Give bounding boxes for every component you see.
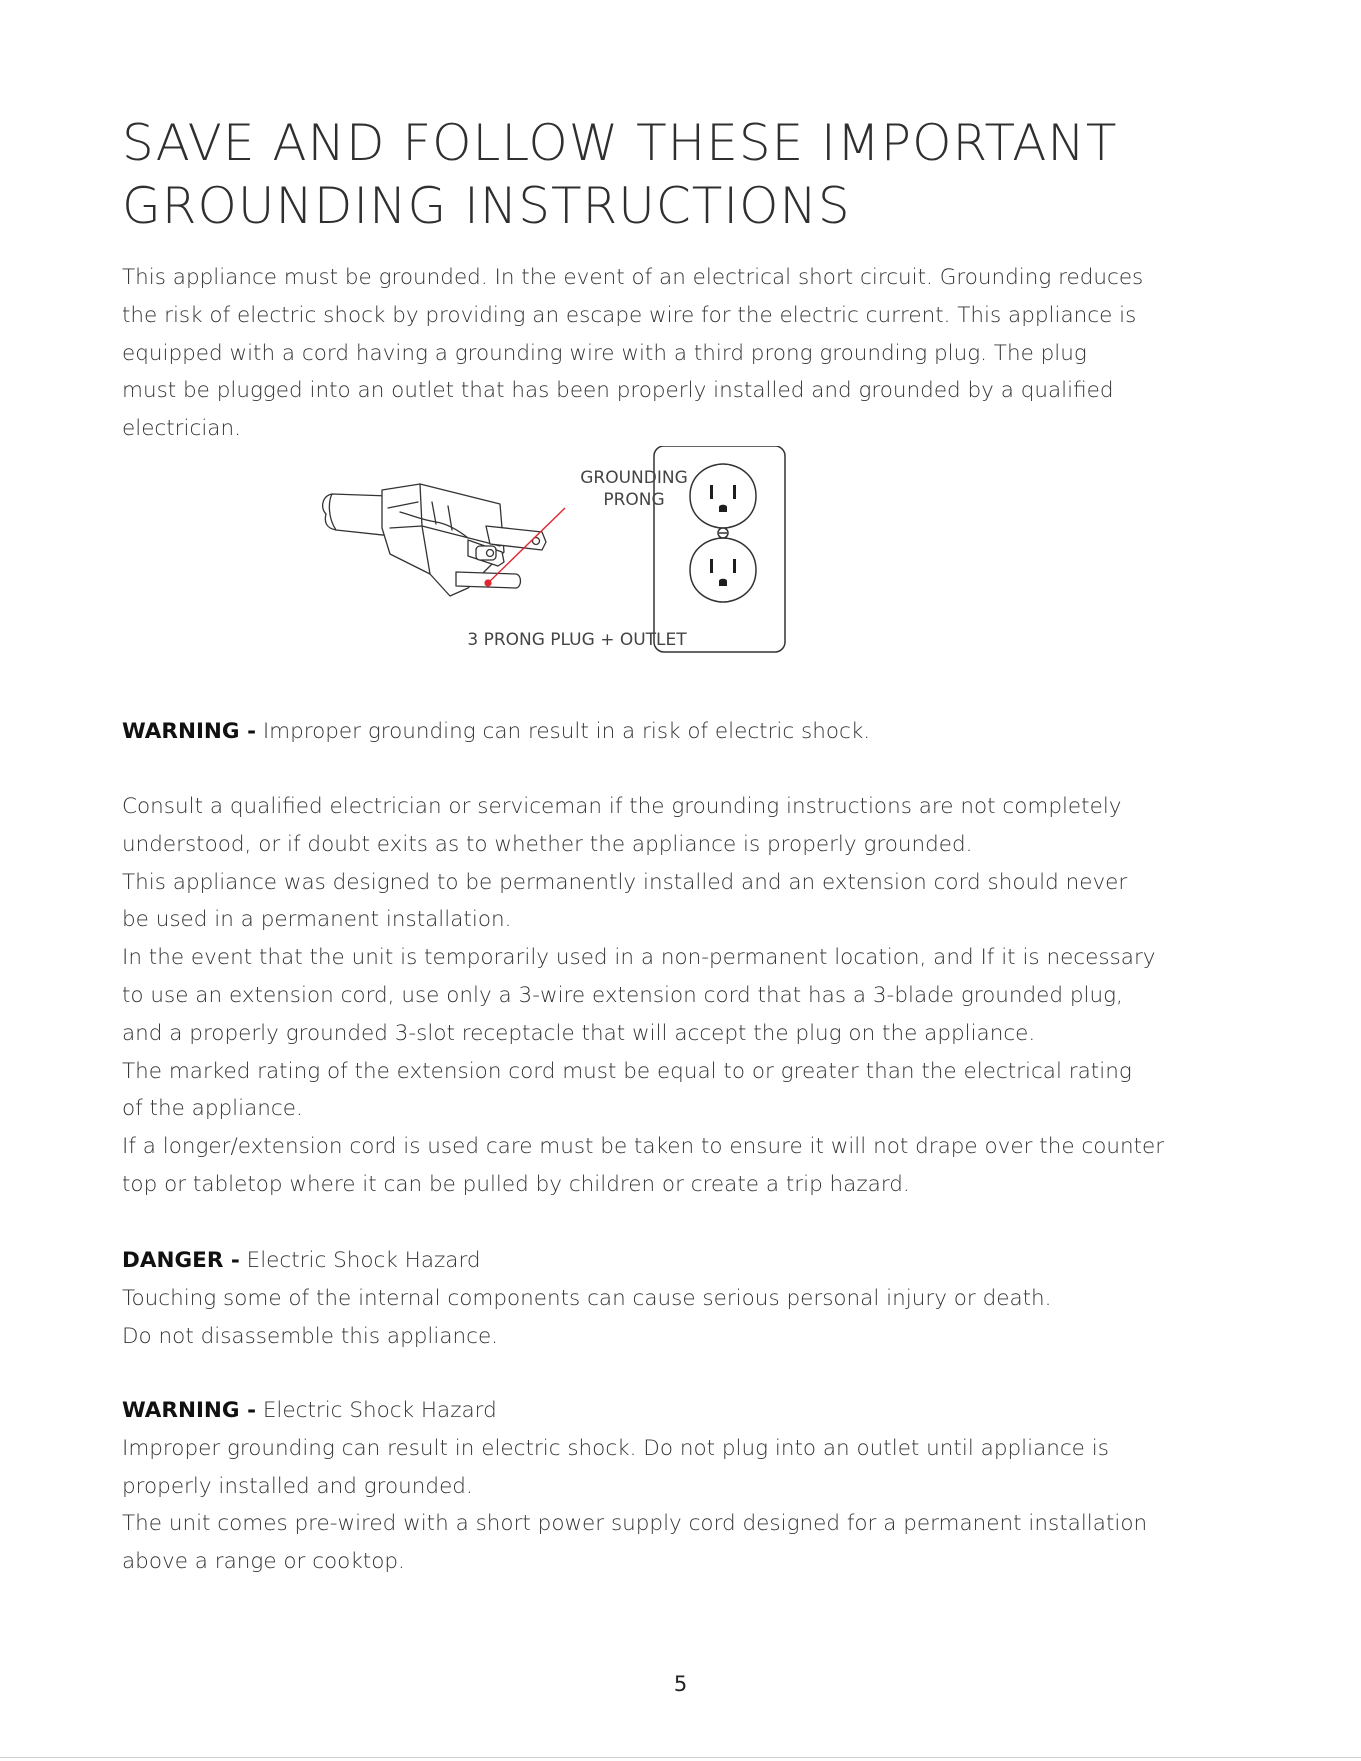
danger-keyword: DANGER -	[122, 1248, 240, 1273]
consult-line: top or tabletop where it can be pulled by children or create a trip hazard.	[122, 1171, 910, 1197]
consult-paragraph	[122, 788, 1272, 1204]
consult-line: and a properly grounded 3-slot receptacle that will accept the plug on the appliance.	[122, 1020, 1036, 1046]
warning-line: The unit comes pre-wired with a short power supply cord designed for a permanent installation	[122, 1511, 1148, 1537]
warning-keyword: WARNING -	[122, 719, 256, 744]
grounding-label-line-1: GROUNDING	[580, 468, 688, 488]
danger-line: Do not disassemble this appliance.	[122, 1323, 499, 1349]
consult-line: This appliance was designed to be permanently installed and an extension cord should never	[122, 869, 1128, 895]
warning-heading	[122, 713, 1272, 751]
grounding-prong-label	[558, 467, 710, 511]
intro-line: must be plugged into an outlet that has been properly installed and grounded by a qualified	[122, 378, 1114, 404]
consult-line: In the event that the unit is temporarily used in a non-permanent location, and If it is necessary	[122, 945, 1156, 971]
warning-section-2	[122, 1392, 1272, 1581]
consult-line: to use an extension cord, use only a 3-wire extension cord that has a 3-blade grounded plug,	[122, 982, 1123, 1008]
consult-line: The marked rating of the extension cord must be equal to or greater than the electrical rating	[122, 1058, 1132, 1084]
danger-line: Touching some of the internal components can cause serious personal injury or death.	[122, 1285, 1052, 1311]
warning-text: Improper grounding can result in a risk of electric shock.	[256, 719, 871, 744]
consult-line: If a longer/extension cord is used care must be taken to ensure it will not drape over the counter	[122, 1134, 1165, 1160]
warning-heading	[122, 1392, 1272, 1430]
page-title	[122, 112, 1272, 238]
page-number: 5	[673, 1672, 688, 1696]
warning-line: Improper grounding can result in electric shock. Do not plug into an outlet until appliance is	[122, 1435, 1109, 1461]
intro-line: equipped with a cord having a grounding wire with a third prong grounding plug. The plug	[122, 340, 1087, 366]
plug-icon	[323, 484, 546, 596]
bottom-divider	[0, 1757, 1361, 1758]
danger-heading	[122, 1242, 1272, 1280]
warning-section-1	[122, 713, 1272, 751]
danger-text: Electric Shock Hazard	[239, 1248, 481, 1273]
warning-line: above a range or cooktop.	[122, 1549, 405, 1575]
intro-line: electrician.	[122, 416, 241, 442]
consult-line: understood, or if doubt exits as to whether the appliance is properly grounded.	[122, 831, 973, 857]
intro-line: the risk of electric shock by providing an escape wire for the electric current. This appliance is	[122, 302, 1137, 328]
warning-line: properly installed and grounded.	[122, 1473, 473, 1499]
title-line-2: GROUNDING INSTRUCTIONS	[122, 177, 851, 235]
consult-line: be used in a permanent installation.	[122, 907, 512, 933]
figure-caption: 3 PRONG PLUG + OUTLET	[467, 630, 687, 650]
intro-line: This appliance must be grounded. In the event of an electrical short circuit. Grounding reduces	[122, 265, 1144, 290]
warning-keyword: WARNING -	[122, 1398, 256, 1423]
danger-section	[122, 1242, 1272, 1355]
title-line-1: SAVE AND FOLLOW THESE IMPORTANT	[122, 114, 1118, 172]
consult-line: Consult a qualified electrician or serviceman if the grounding instructions are not completely	[122, 794, 1122, 819]
intro-paragraph	[122, 259, 1272, 448]
plug-outlet-figure	[318, 446, 878, 672]
grounding-label-line-2: PRONG	[603, 490, 665, 510]
warning-text: Electric Shock Hazard	[256, 1398, 497, 1423]
consult-line: of the appliance.	[122, 1096, 303, 1122]
